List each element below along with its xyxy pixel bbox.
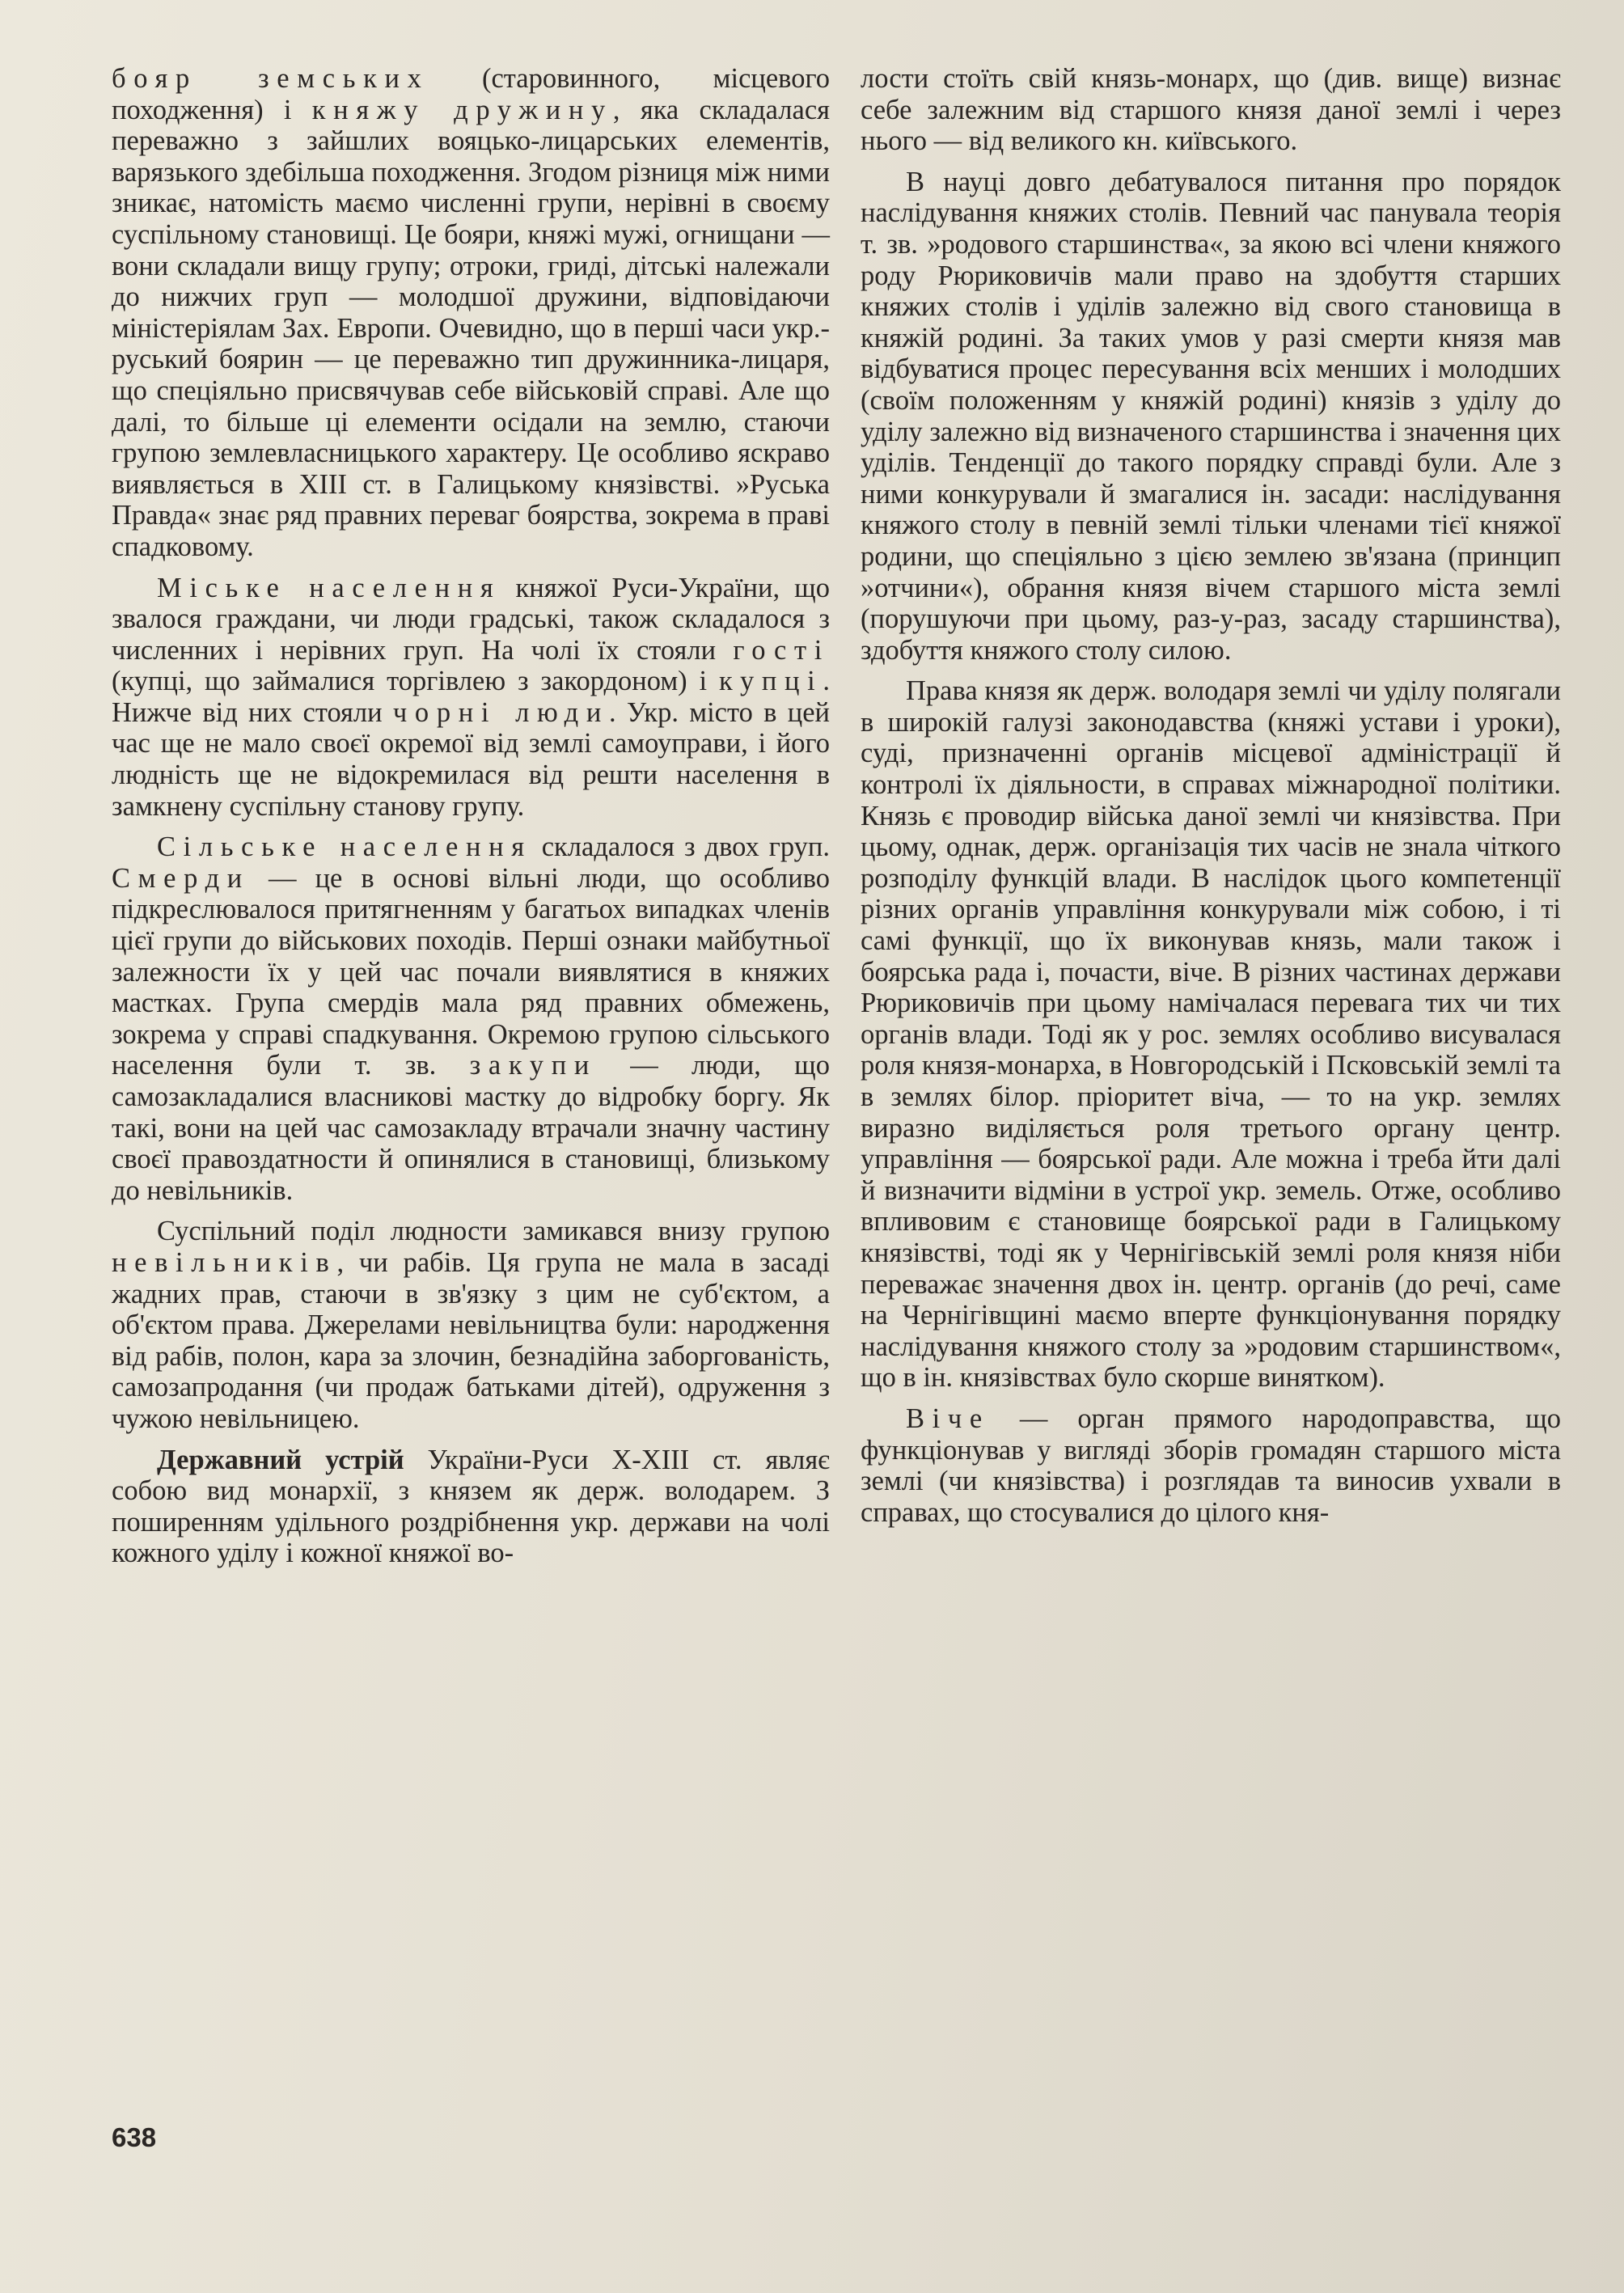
bold-heading-term: Державний устрій bbox=[157, 1444, 404, 1475]
paragraph-slaves: Суспільний поділ людности замикався внизу групою невільників, чи рабів. Ця група не мала в засаді жадних прав, стаючи в зв'язку з цим не суб'єктом, а об'єктом права. Джерелами невільництва були: народження від рабів, полон, кара за злочин, безнадійна заборгованість, самозапродання (чи продаж батьками дітей), одруження з чужою невільницею. bbox=[112, 1216, 830, 1434]
spaced-term: Віче bbox=[906, 1402, 990, 1434]
page-number: 638 bbox=[112, 2122, 157, 2152]
paragraph-boyars: бояр земських (старовинного, місцевого походження) і княжу дружину, яка складалася переважно з зайшлих вояцько-лицарських елементів, варязького здебільша походження. Згодом різниця між ними зникає, натомість маємо численні групи, нерівні в своєму суспільному становищі. Це бояри, княжі мужі, огнищани — вони складали вищу групу; отроки, гриді, дітські належали до нижчих груп — молодшої дружини, відповідаючи міністеріялам Зах. Европи. Очевидно, що в перші часи укр.-руський боярин — це переважно тип дружинника-лицаря, що спеціяльно присвячував себе військовій справі. Але що далі, то більше ці елементи осідали на землю, стаючи групою землевласницького характеру. Це особливо яскраво виявляється в XIII ст. в Галицькому князівстві. »Руська Правда« знає ряд правних переваг боярства, зокрема в праві спадковому. bbox=[112, 63, 831, 562]
paragraph-urban-population: Міське населення княжої Руси-України, що звалося граждани, чи люди градські, також складалося з численних і нерівних груп. На чолі їх стояли гості (купці, що займалися торгівлею з закордоном) і купці. Нижче від них стояли чорні люди. Укр. місто в цей час ще не мало своєї окремої від землі самоуправи, і його людність ще не відокремилася від решти населення в замкнену суспільну станову групу. bbox=[112, 572, 830, 822]
spaced-term: бояр земських bbox=[112, 63, 429, 94]
paragraph-state-system: Державний устрій України-Руси X-XIII ст. являє собою вид монархії, з князем як держ. володарем. З поширенням удільного роздрібнення укр. держави на чолі кожного уділу і кожної княжої во- bbox=[112, 1444, 830, 1569]
spaced-term: закупи bbox=[469, 1050, 597, 1081]
spaced-term: Смерди bbox=[112, 862, 250, 894]
spaced-term: Сільське населення bbox=[157, 831, 532, 863]
spaced-term: Міське населення bbox=[157, 572, 501, 603]
paragraph-veche: Віче — орган прямого народоправства, що функціонував у вигляді зборів громадян старшого міста землі (чи князівства) і розглядав та виносив ухвали в справах, що стосувалися до цілого кня- bbox=[861, 1402, 1561, 1528]
spaced-term: гості bbox=[733, 634, 830, 666]
spaced-term: купці bbox=[719, 666, 823, 697]
paragraph-rural-population: Сільське населення складалося з двох груп. Смерди — це в основі вільні люди, що особливо підкреслювалося притягненням у багатьох випадках членів цієї групи до військових походів. Перші ознаки майбутньої залежности їх у цей час почали виявлятися в княжих мастках. Група смердів мала ряд правних обмежень, зокрема у справі спадкування. Окремою групою сільського населення були т. зв. закупи — люди, що самозакладалися власникові мастку до відробку боргу. Як такі, вони на цей час самозакладу втрачали значну частину своєї правоздатности й опинялися в становищі, близькому до невільників. bbox=[112, 831, 830, 1206]
spaced-term: княжу дружину bbox=[311, 94, 613, 125]
left-column bbox=[112, 63, 830, 1569]
spaced-term: чорні люди bbox=[392, 696, 609, 728]
paragraph-prince-rights: Права князя як держ. володаря землі чи уділу полягали в широкій галузі законодавства (княжі устави і уроки), суді, призначенні органів місцевої адміністрації й контролі їх діяльности, в справах міжнародної політики. Князь є проводир війська даної землі чи князівства. При цьому, однак, держ. організація тих часів не знала чіткого розподілу функцій влади. В наслідок цього компетенції різних органів управління конкурували між собою, і ті самі функції, що їх виконував князь, мали також і боярська рада і, почасти, віче. В різних частинах держави Рюриковичів при цьому намічалася перевага тих чи тих органів влади. Тоді як у рос. землях особливо висувалася роля князя-монарха, в Новгородській і Псковській землі та в землях білор. пріоритет віча, — то на укр. землях виразно виділяється роля третього органу центр. управління — боярської ради. Але можна і треба йти далі й визначити відміни в устрої укр. земель. Отже, особливо впливовим є становище боярської ради в Галицькому князівстві, тоді як у Чернігівській землі роля князя ніби переважає значення двох ін. центр. органів (до речі, саме на Чернігівщині маємо вперте функціонування порядку наслідування княжого столу за »родовим старшинством«, що в ін. князівствах було скорше винятком). bbox=[861, 675, 1561, 1394]
paragraph-continuation: лости стоїть свій князь-монарх, що (див. вище) визнає себе залежним від старшого князя даної землі і через нього — від великого кн. київського. bbox=[861, 63, 1561, 157]
right-column bbox=[861, 63, 1561, 1528]
paragraph-succession: В науці довго дебатувалося питання про порядок наслідування княжих столів. Певний час панувала теорія т. зв. »родового старшинства«, за якою всі члени княжого роду Рюриковичів мали право на здобуття старших княжих столів і уділів залежно від свого становища в княжій родині. За таких умов у разі смерти князя мав відбуватися процес пересування всіх менших і молодших (своїм положенням у княжій родині) князів з уділу до уділу залежно від визначеного старшинства і значення цих уділів. Тенденції до такого порядку справді були. Але з ними конкурували й змагалися ін. засади: наслідування княжого столу в певній землі тільки членами тієї княжої родини, що спеціяльно з цією землею зв'язана (принцип »отчини«), обрання князя вічем старшого міста землі (порушуючи при цьому, раз-у-раз, засаду старшинства), здобуття княжого столу силою. bbox=[861, 166, 1561, 666]
spaced-term: невільників bbox=[112, 1246, 337, 1278]
